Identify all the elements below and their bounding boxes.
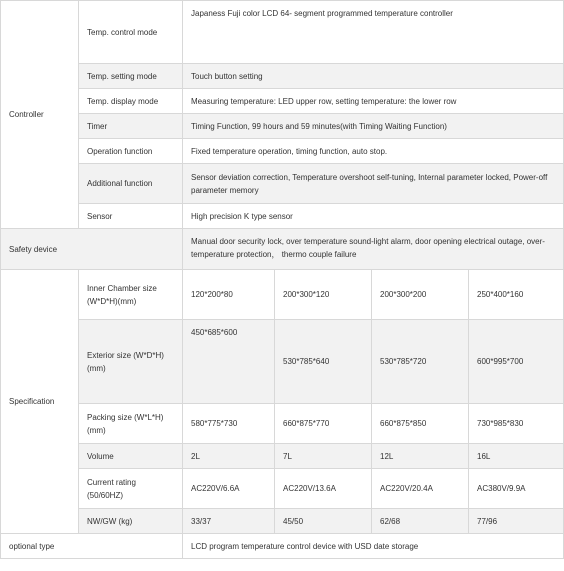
cell-value: 530*785*720 xyxy=(372,320,469,404)
row-label: Current rating (50/60HZ) xyxy=(79,469,183,509)
table-row xyxy=(1,64,564,89)
row-value: Manual door security lock, over temperature sound-light alarm, door opening electrical outage, over-temperature protection， thermo couple failure xyxy=(183,229,564,270)
row-label: Packing size (W*L*H) (mm) xyxy=(79,404,183,444)
cell-value: AC220V/6.6A xyxy=(183,469,275,509)
cell-value: 7L xyxy=(275,444,372,469)
row-value: Japaness Fuji color LCD 64- segment programmed temperature controller xyxy=(183,1,564,64)
cell-value: 730*985*830 xyxy=(469,404,564,444)
row-value: High precision K type sensor xyxy=(183,204,564,229)
row-label: Timer xyxy=(79,114,183,139)
row-value: LCD program temperature control device with USD date storage xyxy=(183,534,564,559)
table-row xyxy=(1,164,564,204)
cell-value: AC220V/13.6A xyxy=(275,469,372,509)
cell-value: 200*300*200 xyxy=(372,270,469,320)
cell-value: 600*995*700 xyxy=(469,320,564,404)
category-controller: Controller xyxy=(1,1,79,229)
row-label: Inner Chamber size (W*D*H)(mm) xyxy=(79,270,183,320)
table-row xyxy=(1,229,564,270)
table-row xyxy=(1,204,564,229)
category-optional: optional type xyxy=(1,534,183,559)
row-value: Timing Function, 99 hours and 59 minutes(with Timing Waiting Function) xyxy=(183,114,564,139)
row-value: Touch button setting xyxy=(183,64,564,89)
table-row xyxy=(1,89,564,114)
table-row xyxy=(1,139,564,164)
row-label: Exterior size (W*D*H) (mm) xyxy=(79,320,183,404)
row-label: Temp. display mode xyxy=(79,89,183,114)
cell-value: 580*775*730 xyxy=(183,404,275,444)
row-label: Sensor xyxy=(79,204,183,229)
cell-value: 530*785*640 xyxy=(275,320,372,404)
row-label: Temp. setting mode xyxy=(79,64,183,89)
table-row xyxy=(1,320,564,404)
row-label: Volume xyxy=(79,444,183,469)
row-label: Temp. control mode xyxy=(79,1,183,64)
cell-value: 33/37 xyxy=(183,509,275,534)
row-value: Measuring temperature: LED upper row, setting temperature: the lower row xyxy=(183,89,564,114)
cell-value: 77/96 xyxy=(469,509,564,534)
cell-value: 250*400*160 xyxy=(469,270,564,320)
table-row xyxy=(1,114,564,139)
table-row xyxy=(1,1,564,64)
table-row xyxy=(1,509,564,534)
row-label: Additional function xyxy=(79,164,183,204)
table-row xyxy=(1,444,564,469)
row-label: NW/GW (kg) xyxy=(79,509,183,534)
table-row xyxy=(1,270,564,320)
cell-value: 200*300*120 xyxy=(275,270,372,320)
table-row xyxy=(1,404,564,444)
cell-value: 62/68 xyxy=(372,509,469,534)
cell-value: 660*875*770 xyxy=(275,404,372,444)
cell-value: 16L xyxy=(469,444,564,469)
cell-value: 660*875*850 xyxy=(372,404,469,444)
table-row xyxy=(1,469,564,509)
row-value: Sensor deviation correction, Temperature overshoot self-tuning, Internal parameter locked, Power-off parameter memory xyxy=(183,164,564,204)
cell-value: AC380V/9.9A xyxy=(469,469,564,509)
cell-value: 450*685*600 xyxy=(183,320,275,404)
row-label: Operation function xyxy=(79,139,183,164)
category-specification: Specification xyxy=(1,270,79,534)
row-value: Fixed temperature operation, timing function, auto stop. xyxy=(183,139,564,164)
table-row xyxy=(1,534,564,559)
cell-value: 2L xyxy=(183,444,275,469)
cell-value: AC220V/20.4A xyxy=(372,469,469,509)
category-safety: Safety device xyxy=(1,229,183,270)
cell-value: 12L xyxy=(372,444,469,469)
cell-value: 45/50 xyxy=(275,509,372,534)
cell-value: 120*200*80 xyxy=(183,270,275,320)
